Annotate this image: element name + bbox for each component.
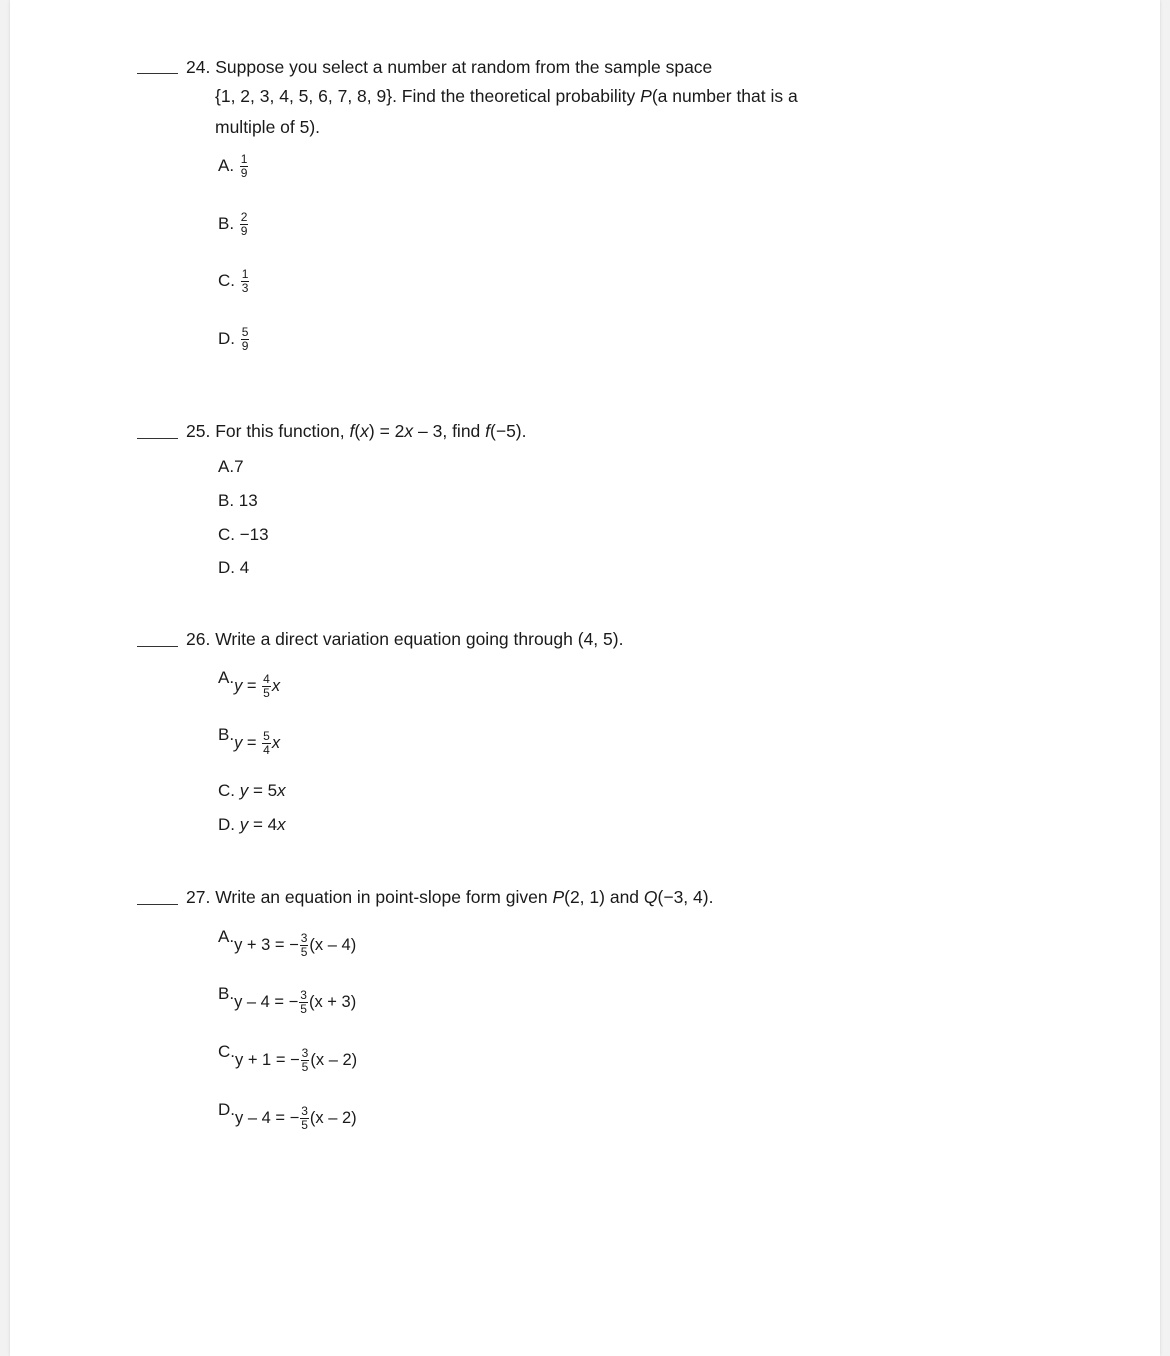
denominator: 5	[300, 945, 308, 959]
variable: y	[234, 676, 243, 695]
option-letter: B.	[218, 491, 235, 510]
question-text: Suppose you select a number at random from the sample space	[215, 57, 713, 77]
option-value: 4	[239, 558, 250, 577]
question-text: P	[640, 86, 652, 106]
equation	[234, 672, 281, 700]
question-number: 24.	[186, 57, 211, 77]
fraction	[300, 1105, 309, 1132]
variable: x	[271, 733, 281, 752]
fraction	[300, 932, 309, 959]
equation	[234, 729, 281, 757]
option-27-c[interactable]	[218, 1039, 358, 1074]
numerator: 4	[263, 672, 270, 686]
option-letter: D.	[218, 558, 235, 577]
question-24-line2	[215, 86, 798, 106]
numerator: 2	[240, 210, 248, 224]
equation-lhs: y + 1 = −	[235, 1050, 300, 1069]
option-letter: B.	[218, 213, 235, 233]
question-text: f	[485, 421, 491, 441]
operator: =	[242, 676, 262, 695]
equation-text: = 5	[248, 781, 278, 800]
option-letter: C.	[218, 781, 235, 800]
option-27-b[interactable]	[218, 981, 357, 1016]
option-letter: D.	[218, 1099, 235, 1119]
fraction	[241, 326, 250, 353]
denominator: 5	[263, 686, 270, 700]
question-24-line3	[215, 117, 320, 137]
denominator: 5	[300, 1002, 307, 1016]
denominator: 9	[240, 224, 248, 238]
option-value: 13	[238, 491, 258, 510]
option-26-d[interactable]	[218, 815, 286, 835]
numerator: 5	[241, 325, 249, 339]
option-24-a[interactable]	[218, 153, 249, 180]
option-25-d[interactable]	[218, 558, 249, 578]
option-letter: A.	[218, 155, 235, 175]
fraction	[299, 989, 308, 1016]
question-24	[186, 57, 712, 77]
numerator: 1	[241, 267, 249, 281]
numerator: 3	[300, 988, 307, 1002]
option-24-d[interactable]	[218, 326, 250, 353]
equation-rhs: (x – 4)	[309, 935, 357, 954]
question-number: 26.	[186, 629, 211, 649]
variable: y	[234, 733, 243, 752]
question-text: multiple of 5).	[215, 117, 321, 137]
option-26-b[interactable]	[218, 722, 281, 757]
answer-blank-27[interactable]	[137, 904, 178, 905]
option-letter: C.	[218, 270, 235, 290]
answer-blank-26[interactable]	[137, 646, 178, 647]
question-text: (−3, 4).	[657, 887, 714, 907]
option-letter: B.	[218, 983, 235, 1003]
variable: x	[277, 815, 286, 834]
equation-lhs: y – 4 = −	[234, 992, 299, 1011]
question-number: 27.	[186, 887, 211, 907]
question-text: (−5).	[490, 421, 527, 441]
option-letter: A.	[218, 457, 235, 476]
fraction	[262, 730, 271, 757]
question-text: Write a direct variation equation going through (4, 5).	[215, 629, 624, 649]
question-27	[186, 887, 713, 907]
question-text: Write an equation in point-slope form given	[215, 887, 553, 907]
numerator: 1	[240, 152, 248, 166]
answer-blank-24[interactable]	[137, 73, 178, 74]
option-letter: A.	[218, 667, 235, 687]
question-text: Q	[643, 887, 658, 907]
numerator: 3	[301, 1104, 308, 1118]
option-letter: D.	[218, 815, 235, 834]
variable: x	[271, 676, 281, 695]
question-text: f	[349, 421, 355, 441]
worksheet-page	[10, 0, 1160, 1356]
equation	[234, 988, 357, 1016]
equation-lhs: y – 4 = −	[235, 1108, 300, 1127]
option-letter: C.	[218, 1041, 235, 1061]
equation-text: = 4	[248, 815, 278, 834]
option-value: 7	[234, 457, 244, 476]
option-27-d[interactable]	[218, 1097, 357, 1132]
option-26-a[interactable]	[218, 665, 281, 700]
denominator: 5	[301, 1118, 308, 1132]
denominator: 5	[301, 1060, 309, 1074]
option-25-c[interactable]	[218, 525, 269, 545]
option-letter: C.	[218, 525, 235, 544]
fraction	[241, 268, 250, 295]
fraction	[240, 211, 249, 238]
option-24-b[interactable]	[218, 211, 249, 238]
fraction	[262, 673, 271, 700]
question-text: (a number that is a	[651, 86, 798, 106]
question-text: For this function,	[215, 421, 350, 441]
denominator: 3	[241, 281, 249, 295]
option-letter: A.	[218, 926, 235, 946]
question-text: (2, 1) and	[564, 887, 644, 907]
option-25-b[interactable]	[218, 491, 258, 511]
equation-rhs: (x – 2)	[309, 1108, 357, 1127]
option-26-c[interactable]	[218, 781, 286, 801]
equation	[235, 1104, 357, 1132]
option-letter: D.	[218, 328, 235, 348]
question-text: P	[552, 887, 565, 907]
operator: =	[242, 733, 262, 752]
denominator: 9	[240, 166, 248, 180]
question-text: ) = 2	[368, 421, 405, 441]
fraction	[301, 1047, 310, 1074]
numerator: 3	[300, 931, 308, 945]
equation-lhs: y + 3 = −	[234, 935, 299, 954]
option-24-c[interactable]	[218, 268, 250, 295]
numerator: 5	[263, 729, 270, 743]
fraction	[240, 153, 249, 180]
equation-rhs: (x – 2)	[310, 1050, 358, 1069]
equation	[234, 931, 357, 959]
option-letter: B.	[218, 724, 235, 744]
answer-blank-25[interactable]	[137, 438, 178, 439]
option-value: −13	[239, 525, 269, 544]
variable: y	[239, 815, 249, 834]
option-25-a[interactable]	[218, 457, 244, 477]
question-text: x	[360, 421, 369, 441]
question-25	[186, 421, 527, 441]
numerator: 3	[301, 1046, 309, 1060]
variable: x	[277, 781, 286, 800]
option-27-a[interactable]	[218, 924, 357, 959]
denominator: 4	[263, 743, 270, 757]
equation	[235, 1046, 358, 1074]
variable: y	[239, 781, 249, 800]
question-text: x	[404, 421, 414, 441]
denominator: 9	[241, 339, 249, 353]
question-26	[186, 629, 623, 649]
question-text: {1, 2, 3, 4, 5, 6, 7, 8, 9}. Find the theoretical probability	[215, 86, 641, 106]
question-text: (	[354, 421, 361, 441]
question-number: 25.	[186, 421, 211, 441]
equation-rhs: (x + 3)	[308, 992, 357, 1011]
question-text: – 3, find	[413, 421, 486, 441]
